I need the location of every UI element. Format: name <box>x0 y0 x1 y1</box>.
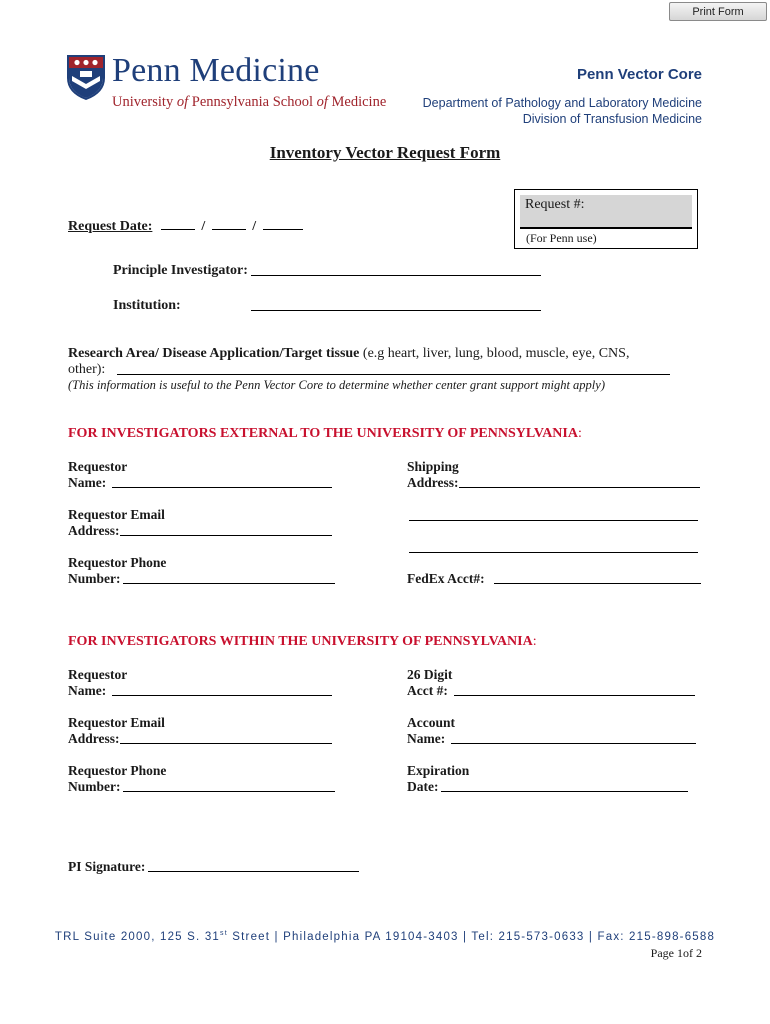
ext-phone-label-1: Requestor Phone <box>68 555 167 570</box>
int-phone-label-1: Requestor Phone <box>68 763 167 778</box>
footer-address-a: TRL Suite 2000, 125 S. 31 <box>54 930 221 943</box>
ext-phone-field[interactable] <box>123 569 335 584</box>
acct-number-field[interactable] <box>454 681 695 696</box>
request-date-row <box>68 215 303 235</box>
request-number-label: Request #: <box>525 197 585 212</box>
int-email-label-1: Requestor Email <box>68 715 165 730</box>
page-number: Page 1of 2 <box>650 946 702 960</box>
acct-label-1: 26 Digit <box>407 667 453 682</box>
pi-label: Principle Investigator: <box>113 263 248 278</box>
request-date-day-field[interactable] <box>212 215 246 230</box>
department-line: Department of Pathology and Laboratory Medicine <box>422 96 702 110</box>
ext-requestor-label-2: Name: <box>68 475 107 490</box>
research-other-label: other): <box>68 362 106 377</box>
int-phone-label-2: Number: <box>68 779 121 794</box>
account-name-label-1: Account <box>407 715 455 730</box>
research-area-hint: (e.g heart, liver, lung, blood, muscle, eye, CNS, <box>359 346 630 361</box>
expiration-label-2: Date: <box>407 779 439 794</box>
fedex-label: FedEx Acct#: <box>407 571 485 586</box>
core-name: Penn Vector Core <box>576 66 702 83</box>
ext-email-field[interactable] <box>120 521 332 536</box>
shipping-label-1: Shipping <box>407 459 459 474</box>
research-area-note: (This information is useful to the Penn Vector Core to determine whether center grant support might apply) <box>68 378 605 392</box>
ext-email-label-1: Requestor Email <box>68 507 165 522</box>
pi-signature-label: PI Signature: <box>68 859 146 874</box>
shipping-address-field-1[interactable] <box>459 473 700 488</box>
account-name-field[interactable] <box>451 729 696 744</box>
account-name-label <box>407 715 455 747</box>
external-heading-text: FOR INVESTIGATORS EXTERNAL TO THE UNIVERSITY OF PENNSYLVANIA <box>68 426 578 441</box>
request-date-month-field[interactable] <box>161 215 195 230</box>
research-area-field[interactable] <box>117 360 670 375</box>
brand-subtitle: University of Pennsylvania School of Medicine <box>112 94 387 110</box>
shipping-address-field-2[interactable] <box>409 506 698 521</box>
shipping-label-2: Address: <box>407 475 459 490</box>
ext-requestor-label-1: Requestor <box>68 459 128 474</box>
footer-address-b: Street | Philadelphia PA 19104-3403 | Tel: 215-573-0633 | Fax: 215-898-6588 <box>227 930 716 943</box>
int-requestor-label-2: Name: <box>68 683 107 698</box>
request-number-field[interactable] <box>520 195 692 229</box>
internal-heading-text: FOR INVESTIGATORS WITHIN THE UNIVERSITY OF PENNSYLVANIA <box>68 634 533 649</box>
acct-label <box>407 667 452 699</box>
int-requestor-label-1: Requestor <box>68 667 128 682</box>
department-info <box>423 95 702 127</box>
request-number-box <box>514 189 698 249</box>
institution-field[interactable] <box>251 296 541 311</box>
ext-requestor-name-field[interactable] <box>112 473 332 488</box>
research-area-label: Research Area/ Disease Application/Target tissue <box>68 346 360 361</box>
int-email-label-2: Address: <box>68 731 120 746</box>
print-form-button[interactable]: Print Form <box>669 2 767 21</box>
date-slash: / <box>201 219 206 234</box>
fedex-account-field[interactable] <box>494 569 701 584</box>
acct-label-2: Acct #: <box>407 683 448 698</box>
internal-heading <box>68 634 537 650</box>
division-line: Division of Transfusion Medicine <box>522 112 702 126</box>
expiration-date-field[interactable] <box>441 777 688 792</box>
request-date-year-field[interactable] <box>263 215 303 230</box>
external-heading <box>68 426 582 442</box>
account-name-label-2: Name: <box>407 731 446 746</box>
shipping-label <box>407 459 459 491</box>
penn-shield-logo <box>66 54 106 105</box>
pi-signature-field[interactable] <box>148 857 359 872</box>
footer-address <box>0 930 770 943</box>
brand-name: Penn Medicine <box>112 52 320 89</box>
internal-heading-colon: : <box>532 634 537 649</box>
int-requestor-name-field[interactable] <box>112 681 332 696</box>
ext-phone-label-2: Number: <box>68 571 121 586</box>
pi-field[interactable] <box>251 261 541 276</box>
form-title: Inventory Vector Request Form <box>269 143 501 162</box>
expiration-label-1: Expiration <box>407 763 470 778</box>
footer-address-sup: st <box>220 930 228 937</box>
int-phone-field[interactable] <box>123 777 335 792</box>
shipping-address-field-3[interactable] <box>409 538 698 553</box>
date-slash: / <box>252 219 257 234</box>
request-number-note: (For Penn use) <box>526 231 597 245</box>
ext-email-label-2: Address: <box>68 523 120 538</box>
institution-label: Institution: <box>113 298 181 313</box>
request-date-label: Request Date: <box>68 219 153 234</box>
int-email-field[interactable] <box>120 729 332 744</box>
external-heading-colon: : <box>577 426 582 441</box>
